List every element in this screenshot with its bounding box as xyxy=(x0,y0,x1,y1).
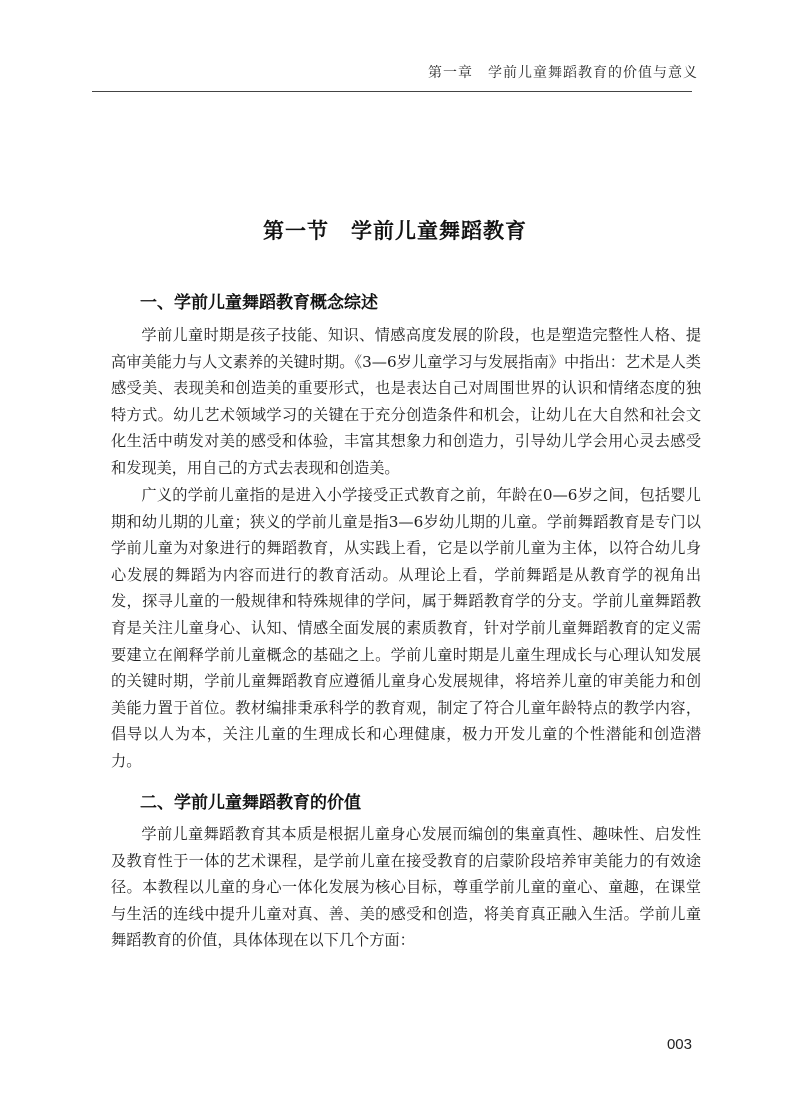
heading-value: 二、学前儿童舞蹈教育的价值 xyxy=(140,793,361,813)
paragraph: 广义的学前儿童指的是进入小学接受正式教育之前，年龄在0—6岁之间，包括婴儿期和幼儿期的儿童；狭义的学前儿童是指3—6岁幼儿期的儿童。学前舞蹈教育是专门以学前儿童为对象进行的舞蹈教育，从实践上看，它是以学前儿童为主体，以符合幼儿身心发展的舞蹈为内容而进行的教育活动。从理论上看，学前舞蹈是从教育学的视角出发，探寻儿童的一般规律和特殊规律的学问，属于舞蹈教育学的分支。学前儿童舞蹈教育是关注儿童身心、认知、情感全面发展的素质教育，针对学前儿童舞蹈教育的定义需要建立在阐释学前儿童概念的基础之上。学前儿童时期是儿童生理成长与心理认知发展的关键时期，学前儿童舞蹈教育应遵循儿童身心发展规律，将培养儿童的审美能力和创美能力置于首位。教材编排秉承科学的教育观，制定了符合儿童年龄特点的教学内容，倡导以人为本，关注儿童的生理成长和心理健康，极力开发儿童的个性潜能和创造潜力。 xyxy=(111,486,701,770)
running-header: 第一章 学前儿童舞蹈教育的价值与意义 xyxy=(428,65,698,81)
header-rule xyxy=(92,91,692,92)
section-title: 第一节 学前儿童舞蹈教育 xyxy=(263,219,527,243)
heading-concept-overview: 一、学前儿童舞蹈教育概念综述 xyxy=(140,293,378,313)
paragraph: 学前儿童舞蹈教育其本质是根据儿童身心发展而编创的集童真性、趣味性、启发性及教育性于一体的艺术课程，是学前儿童在接受教育的启蒙阶段培养审美能力的有效途径。本教程以儿童的身心一体化发展为核心目标，尊重学前儿童的童心、童趣，在课堂与生活的连线中提升儿童对真、善、美的感受和创造，将美育真正融入生活。学前儿童舞蹈教育的价值，具体体现在以下几个方面： xyxy=(111,825,701,950)
paragraph: 学前儿童时期是孩子技能、知识、情感高度发展的阶段，也是塑造完整性人格、提高审美能力与人文素养的关键时期。《3—6岁儿童学习与发展指南》中指出：艺术是人类感受美、表现美和创造美的重要形式，也是表达自己对周围世界的认识和情绪态度的独特方式。幼儿艺术领域学习的关键在于充分创造条件和机会，让幼儿在大自然和社会文化生活中萌发对美的感受和体验，丰富其想象力和创造力，引导幼儿学会用心灵去感受和发现美，用自己的方式去表现和创造美。 xyxy=(111,326,701,477)
page-number: 003 xyxy=(666,1036,692,1053)
